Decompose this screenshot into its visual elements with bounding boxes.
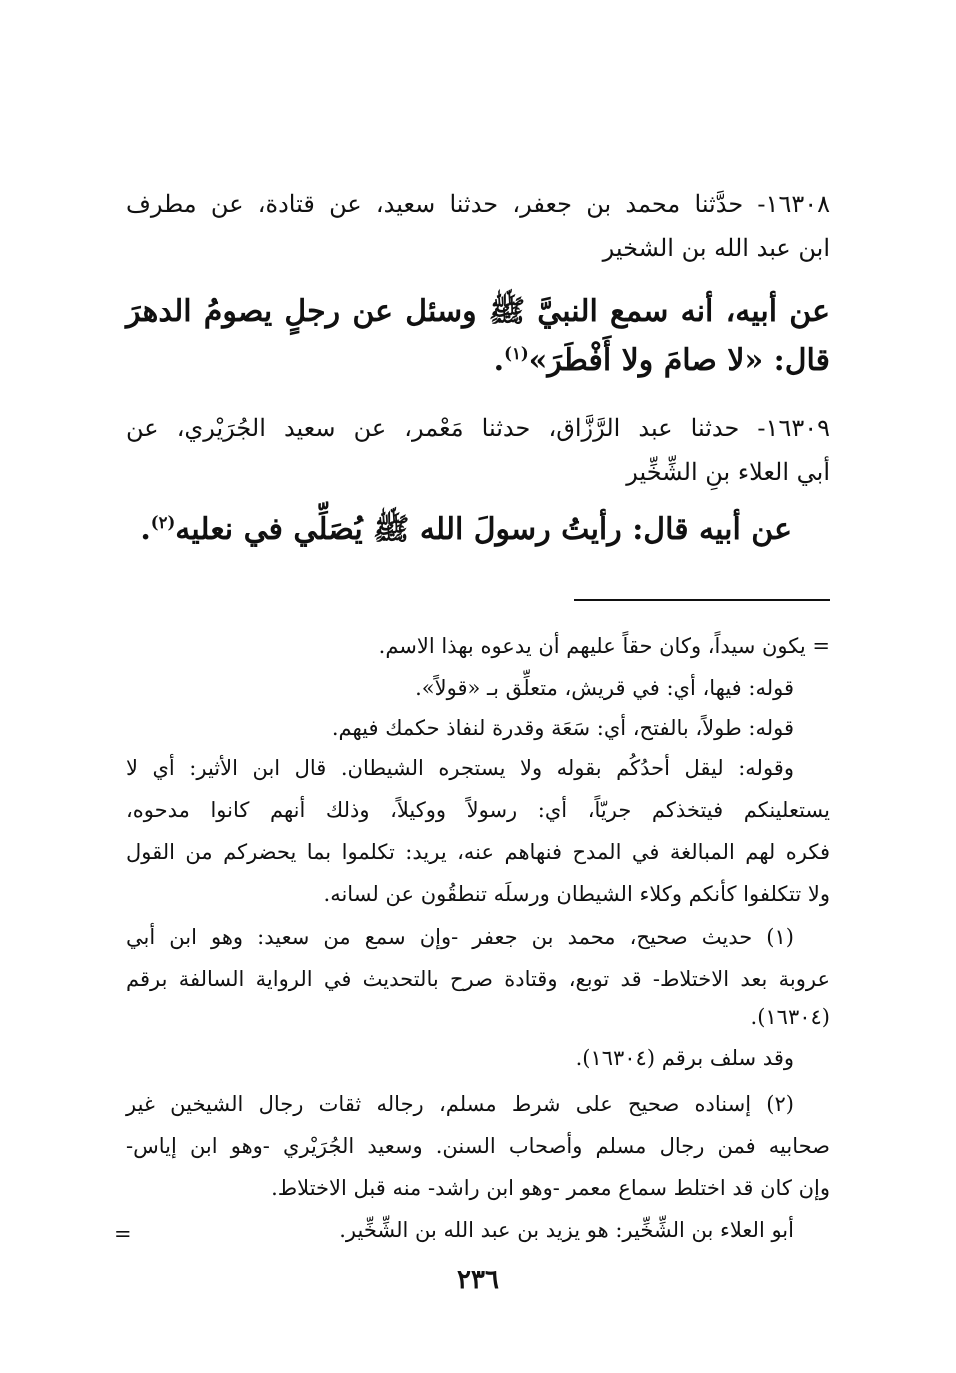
continuation-mark: = bbox=[114, 1222, 132, 1246]
hadith-1-matn-text: قال: «لا صامَ ولا أَفْطَرَ» bbox=[528, 343, 830, 378]
footnote-line-15: أبو العلاء بن الشِّخِّير: هو يزيد بن عبد الله بن الشِّخِّير. bbox=[339, 1218, 794, 1242]
footnote-line-4: وقوله: ليقل أحدُكُم بقوله ولا يستجره الشيطان. قال ابن الأثير: أي لا bbox=[126, 756, 794, 780]
footnote-line-6: فكره لهم المبالغة في المدح فنهاهم عنه، يريد: تكلموا بما يحضركم من القول bbox=[126, 840, 830, 864]
footnote-ref-1: (١) bbox=[504, 344, 529, 363]
footnote-line-12: (٢) إسناده صحيح على شرط مسلم، رجاله ثقات رجال الشيخين غير bbox=[126, 1092, 794, 1116]
hadith-1-period: . bbox=[493, 343, 505, 378]
footnote-ref-2: (٢) bbox=[150, 513, 176, 532]
footnote-separator bbox=[574, 599, 830, 601]
footnote-line-14: وإن كان قد اختلط سماع معمر -وهو ابن راشد- منه قبل الاختلاط. bbox=[271, 1176, 830, 1200]
footnote-line-8: (١) حديث صحيح، محمد بن جعفر -وإن سمع من سعيد: وهو ابن أبي bbox=[126, 925, 794, 949]
hadith-1-matn-line-2 bbox=[126, 343, 830, 378]
footnote-line-9: عروبة بعد الاختلاط- قد توبع، وقتادة صرح بالتحديث في الرواية السالفة برقم bbox=[126, 967, 830, 991]
footnote-line-3: قوله: طولاً، بالفتح، أي: سَعَة وقدرة لنفاذ حكمك فيهم. bbox=[331, 716, 794, 740]
hadith-2-isnad-line-1: ١٦٣٠٩- حدثنا عبد الرَّزَّاق، حدثنا مَعْمر، عن سعيد الجُرَيْري، عن bbox=[126, 414, 830, 442]
hadith-1-matn-line-1: عن أبيه، أنه سمع النبيَّ ﷺ وسئل عن رجلٍ يصومُ الدهرَ bbox=[126, 294, 830, 329]
page-number: ٢٣٦ bbox=[457, 1265, 499, 1295]
footnote-line-2: قوله: فيها، أي: في قريش، متعلِّق بـ «قولاً». bbox=[415, 676, 794, 700]
footnote-line-7: ولا تتكلفوا كأنكم وكلاء الشيطان ورسلَه تنطقُون عن لسانه. bbox=[323, 882, 830, 906]
hadith-1-isnad-line-2: ابن عبد الله بن الشخير bbox=[602, 234, 830, 262]
footnote-line-11: وقد سلف برقم (١٦٣٠٤). bbox=[575, 1046, 794, 1070]
footnote-line-5: يستعلينكم فيتخذكم جريّاً، أي: رسولاً ووكيلاً، وذلك أنهم كانوا مدحوه، bbox=[126, 798, 830, 822]
hadith-2-isnad-line-2: أبي العلاء بنِ الشِّخِّير bbox=[626, 458, 830, 486]
hadith-2-matn-line-1 bbox=[140, 511, 792, 554]
hadith-2-matn-text: عن أبيه قال: رأيتُ رسولَ الله ﷺ يُصَلِّي في نعليه bbox=[175, 512, 792, 547]
footnote-line-13: صحابيه فمن رجال مسلم وأصحاب السنن. وسعيد الجُرَيْري -وهو ابن إياس- bbox=[126, 1134, 830, 1158]
footnote-line-1: = يكون سيداً، وكان حقاً عليهم أن يدعوه بهذا الاسم. bbox=[378, 634, 830, 658]
hadith-1-isnad-line-1: ١٦٣٠٨- حدَّثنا محمد بن جعفر، حدثنا سعيد، عن قتادة، عن مطرف bbox=[126, 190, 830, 218]
hadith-2-period: . bbox=[140, 512, 151, 547]
footnote-line-10: (١٦٣٠٤). bbox=[750, 1005, 830, 1029]
